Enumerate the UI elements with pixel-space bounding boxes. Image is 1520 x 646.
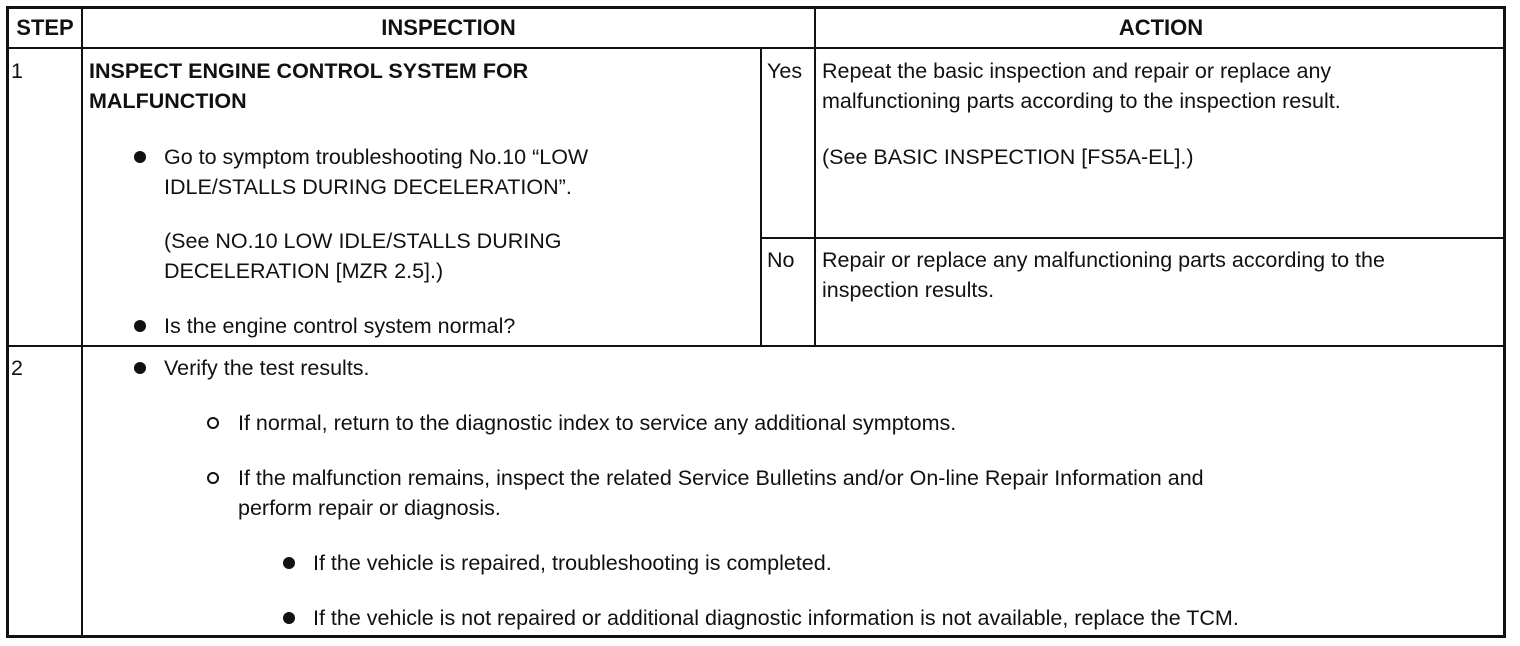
bullet-icon (134, 151, 146, 163)
circle-bullet-icon (207, 417, 219, 429)
header-action: ACTION (1118, 15, 1204, 40)
yes-action-line2: malfunctioning parts according to the inspection result. (822, 89, 1341, 113)
bullet-icon (134, 362, 146, 374)
row-divider (6, 345, 1506, 347)
header-inspection: INSPECTION (381, 15, 516, 40)
circle-bullet-icon (207, 472, 219, 484)
header-step: STEP (16, 15, 74, 40)
yes-action-reference: (See BASIC INSPECTION [FS5A-EL].) (822, 145, 1194, 169)
bullet-icon (283, 612, 295, 624)
step-2-sub2-line2: perform repair or diagnosis. (238, 496, 501, 520)
step-1-question: Is the engine control system normal? (164, 314, 516, 338)
yes-no-row-divider (760, 237, 1506, 239)
step-1-bullet1-line2: IDLE/STALLS DURING DECELERATION”. (164, 175, 572, 199)
yes-no-column-divider (760, 47, 762, 347)
header-divider (6, 47, 1506, 49)
no-action-line2: inspection results. (822, 278, 995, 302)
no-action-line1: Repair or replace any malfunctioning parts according to the (822, 248, 1385, 272)
step-number-1: 1 (11, 59, 23, 83)
step-1-reference-line2: DECELERATION [MZR 2.5].) (164, 259, 444, 283)
step-2-sub2-line1: If the malfunction remains, inspect the related Service Bulletins and/or On-line Repair Information and (238, 466, 1204, 490)
step-2-subsub1: If the vehicle is repaired, troubleshooting is completed. (313, 551, 832, 575)
step-1-reference-line1: (See NO.10 LOW IDLE/STALLS DURING (164, 229, 562, 253)
no-label: No (767, 248, 795, 272)
bullet-icon (283, 557, 295, 569)
inspection-action-divider (814, 6, 816, 347)
bullet-icon (134, 320, 146, 332)
step-2-bullet1: Verify the test results. (164, 356, 370, 380)
step-1-title-line2: MALFUNCTION (89, 89, 247, 113)
step-number-2: 2 (11, 356, 23, 380)
step-2-sub1: If normal, return to the diagnostic index to service any additional symptoms. (238, 411, 957, 435)
yes-label: Yes (767, 59, 803, 83)
step-2-subsub2: If the vehicle is not repaired or additional diagnostic information is not available, replace the TCM. (313, 606, 1239, 630)
yes-action-line1: Repeat the basic inspection and repair or replace any (822, 59, 1332, 83)
step-1-title-line1: INSPECT ENGINE CONTROL SYSTEM FOR (89, 59, 529, 83)
step-1-bullet1-line1: Go to symptom troubleshooting No.10 “LOW (164, 145, 589, 169)
step-column-divider (81, 6, 83, 638)
